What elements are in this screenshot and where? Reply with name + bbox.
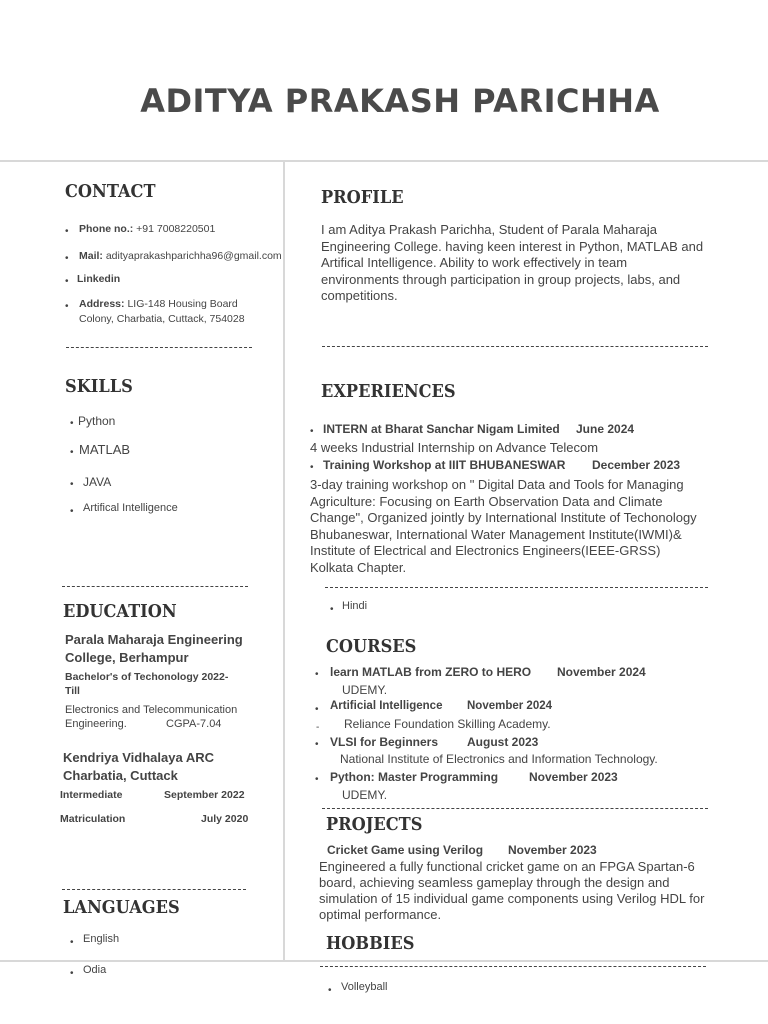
language-item: English — [83, 933, 120, 945]
address-label: Address: — [79, 298, 125, 310]
branch: Electronics and Telecommunication — [65, 704, 238, 716]
bullet-icon: • — [70, 418, 74, 429]
bullet-icon: • — [70, 447, 74, 458]
project-line: optimal performance. — [319, 907, 442, 922]
project-line: Engineered a fully functional cricket game on an FPGA Spartan-6 — [319, 859, 695, 874]
course-date: November 2023 — [529, 770, 618, 784]
experience-line: Change", Organized jointly by International Institute of Techonology — [310, 510, 697, 525]
section-separator — [66, 347, 252, 348]
section-separator — [322, 808, 708, 809]
section-separator — [62, 889, 246, 890]
bullet-icon: • — [65, 301, 69, 312]
skill-item: Python — [78, 414, 116, 428]
address-line: Colony, Charbatia, Cuttack, 754028 — [79, 313, 245, 325]
course-title: learn MATLAB from ZERO to HERO — [330, 665, 532, 679]
education-heading: EDUCATION — [63, 601, 177, 622]
contact-heading: CONTACT — [65, 181, 156, 202]
profile-line: environments through participation in group projects, labs, and — [321, 271, 681, 287]
phone-label: Phone no.: — [79, 223, 134, 235]
bullet-icon: • — [330, 604, 334, 615]
experience-desc: 4 weeks Industrial Internship on Advance Telecom — [310, 440, 599, 455]
bullet-icon: • — [310, 426, 314, 437]
course-date: August 2023 — [467, 735, 539, 749]
skill-item: JAVA — [83, 475, 112, 489]
section-separator — [325, 587, 708, 588]
mail-value[interactable]: adityaprakashparichha96@gmail.com — [105, 250, 282, 262]
language-item: Odia — [83, 964, 107, 976]
experience-date: June 2024 — [576, 422, 635, 436]
contact-mail — [79, 250, 282, 262]
experience-line: Agriculture: Focusing on Earth Observation Data and Climate — [310, 493, 663, 509]
languages-heading: LANGUAGES — [63, 897, 180, 918]
section-separator — [62, 586, 248, 587]
section-separator — [320, 966, 706, 967]
project-date: November 2023 — [508, 843, 597, 857]
bullet-icon: • — [315, 669, 319, 680]
matriculation-date: July 2020 — [201, 813, 249, 825]
college-name: College, Berhampur — [65, 650, 189, 665]
experiences-heading: EXPERIENCES — [321, 381, 456, 402]
degree: Bachelor's of Techonology 2022- — [65, 671, 229, 683]
skill-item: Artifical Intelligence — [83, 502, 178, 514]
course-date: November 2024 — [557, 665, 646, 679]
college-name: Parala Maharaja Engineering — [65, 632, 243, 647]
bullet-icon: • — [70, 968, 74, 979]
course-provider: National Institute of Electronics and Information Technology. — [340, 752, 658, 766]
bullet-icon: • — [70, 506, 74, 517]
column-divider — [283, 161, 285, 961]
course-title: Python: Master Programming — [330, 770, 499, 784]
bullet-icon: • — [70, 937, 74, 948]
project-line: board, achieving seamless gameplay through the design and — [319, 875, 670, 890]
language-item: Hindi — [342, 600, 368, 612]
hobbies-heading: HOBBIES — [326, 933, 415, 954]
contact-address — [79, 298, 238, 310]
bullet-icon: • — [65, 226, 69, 237]
bullet-icon: • — [65, 253, 69, 264]
header-divider — [0, 160, 768, 162]
profile-line: Engineering College. having keen interest in Python, MATLAB and — [321, 238, 704, 254]
mail-label: Mail: — [79, 250, 103, 262]
project-title: Cricket Game using Verilog — [327, 843, 484, 857]
profile-line: Artifical Intelligence. Ability to work effectively in team — [321, 255, 628, 270]
footer-divider — [0, 960, 768, 962]
project-line: simulation of 15 individual game components using Verilog HDL for — [319, 891, 705, 906]
experience-line: 3-day training workshop on " Digital Data and Tools for Managing — [310, 477, 684, 492]
intermediate-date: September 2022 — [164, 789, 245, 801]
profile-text — [321, 222, 703, 305]
course-date: November 2024 — [467, 700, 553, 712]
cgpa: CGPA-7.04 — [166, 718, 222, 730]
resume-name: ADITYA PRAKASH PARICHHA — [140, 82, 660, 120]
bullet-icon: • — [65, 276, 69, 287]
bullet-icon: • — [315, 774, 319, 785]
experience-date: December 2023 — [592, 458, 681, 472]
bullet-icon: • — [310, 462, 314, 473]
skills-heading: SKILLS — [65, 376, 133, 397]
intermediate-label: Intermediate — [60, 789, 123, 801]
experience-desc — [310, 477, 697, 576]
contact-phone — [79, 223, 215, 235]
skill-item: MATLAB — [79, 442, 131, 457]
bullet-icon: • — [315, 704, 319, 715]
experience-line: Kolkata Chapter. — [310, 559, 407, 575]
school-name: Charbatia, Cuttack — [63, 768, 178, 783]
phone-value[interactable]: +91 7008220501 — [136, 223, 216, 235]
degree: Till — [65, 685, 80, 697]
section-separator — [322, 346, 708, 347]
profile-heading: PROFILE — [321, 187, 404, 208]
courses-heading: COURSES — [326, 636, 417, 657]
course-title: VLSI for Beginners — [330, 735, 439, 749]
linkedin-link[interactable]: Linkedin — [77, 273, 121, 285]
branch: Engineering. — [65, 718, 127, 730]
bullet-icon: • — [70, 479, 74, 490]
bullet-icon: • — [328, 985, 332, 996]
address-line: LIG-148 Housing Board — [127, 298, 238, 310]
course-title: Artificial Intelligence — [330, 700, 443, 712]
dash-marker: - — [316, 722, 320, 733]
project-desc — [319, 859, 704, 923]
experience-title: Training Workshop at IIIT BHUBANESWAR — [323, 458, 566, 472]
matriculation-label: Matriculation — [60, 813, 126, 825]
experience-title: INTERN at Bharat Sanchar Nigam Limited — [323, 422, 560, 436]
course-provider: UDEMY. — [342, 788, 388, 802]
course-provider: Reliance Foundation Skilling Academy. — [344, 717, 551, 731]
projects-heading: PROJECTS — [326, 814, 423, 835]
bullet-icon: • — [315, 739, 319, 750]
hobby-item: Volleyball — [341, 981, 388, 993]
course-provider: UDEMY. — [342, 683, 388, 697]
profile-line: I am Aditya Prakash Parichha, Student of Parala Maharaja — [321, 222, 658, 237]
school-name: Kendriya Vidhalaya ARC — [63, 750, 214, 765]
experience-line: Institute of Electrical and Electronics Engineers(IEEE-GRSS) — [310, 543, 661, 558]
profile-line: competitions. — [321, 288, 398, 303]
experience-line: Bhubaneswar, International Water Management Institute(IWMI)& — [310, 526, 682, 542]
